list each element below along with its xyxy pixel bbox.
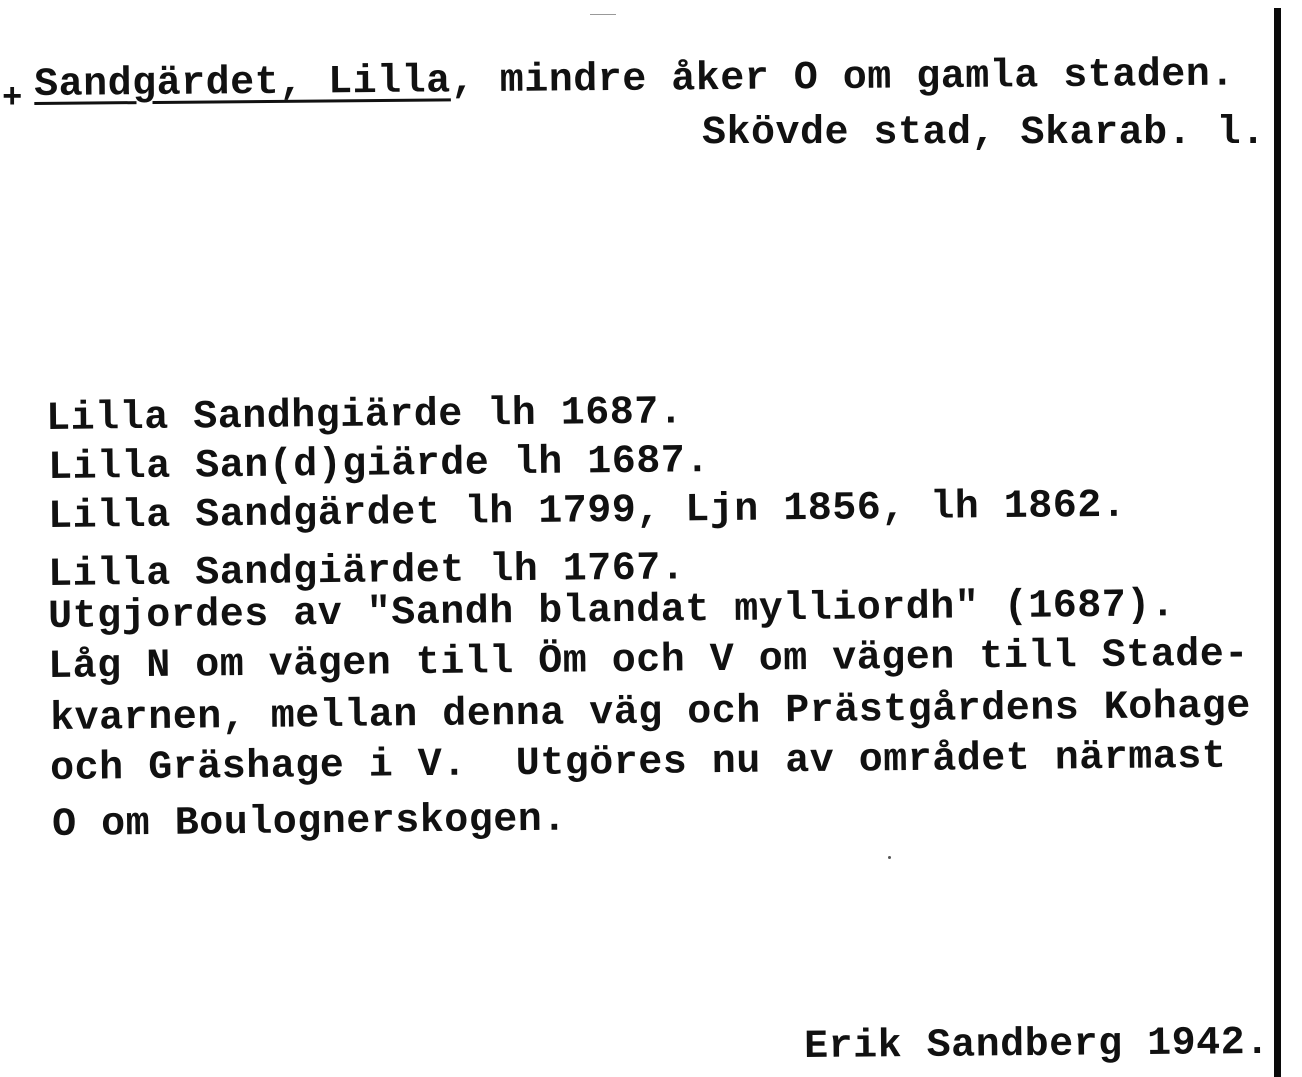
header-line [33,52,1236,108]
card-edge-line [1274,8,1281,1077]
signature: Erik Sandberg 1942. [803,1020,1270,1070]
entry-marker: + [2,80,23,118]
description-line-1: Utgjordes av "Sandh blandat mylliordh" (1687). [47,583,1176,640]
description-line-2: Låg N om vägen till Öm och V om vägen till Stade- [47,632,1250,690]
form-line-4: Lilla Sandgiärdet lh 1767. [47,546,686,598]
card-top-mark [590,14,616,15]
paper-speck [888,856,891,859]
form-line-1: Lilla Sandhgiärde lh 1687. [45,390,684,442]
description-line-5: O om Boulognerskogen. [51,797,568,848]
form-line-3: Lilla Sandgärdet lh 1799, Ljn 1856, lh 1862. [47,483,1127,540]
description-line-3: kvarnen, mellan denna väg och Prästgårdens Kohage [49,684,1252,742]
headword: Sandgärdet, Lilla [33,59,451,108]
form-line-2: Lilla San(d)giärde lh 1687. [47,439,711,491]
description-line-4: och Gräshage i V. Utgöres nu av området närmast [49,734,1227,792]
header-description: , mindre åker O om gamla staden. [450,52,1236,105]
location-line: Skövde stad, Skarab. l. [702,111,1266,156]
